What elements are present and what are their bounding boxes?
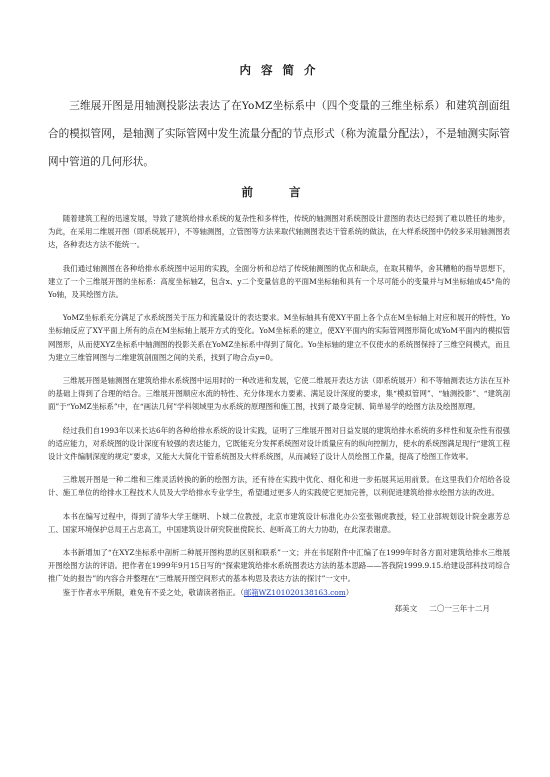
signature-date: 二〇一三年十二月 bbox=[429, 603, 490, 613]
preface-section bbox=[48, 212, 510, 614]
intro-title: 内 容 简 介 bbox=[239, 63, 319, 77]
preface-paragraph-1: 随着建筑工程的迅速发展，导致了建筑给排水系统的复杂性和多样性，传统的轴测图对系统图设计意图的表达已经到了难以胜任的地步，为此，在采用二维展开图（即系统展开），不等轴测图，立管图等方法来取代轴测图表达干管系统的做法，在大样系统图中仍较多采用轴测图表达，各种表达方法不能统一。 bbox=[48, 214, 510, 250]
preface-paragraph-6: 三维展开图是一种二维和三维灵活转换的新的绘图方法，还有待在实践中优化、细化和进一步拓展其运用前景。在这里我们介绍给各设计、施工单位的给排水工程技术人员及大学给排水专业学生，希望通过更多人的实践使它更加完善，以利促进建筑给排水绘图方法的改进。 bbox=[48, 475, 510, 498]
preface-paragraph-2: 我们通过轴测图在各种给排水系统图中运用的实践，全面分析和总结了传统轴测图的优点和缺点，在取其精华，舍其糟粕的指导思想下，建立了一个三维展开图的坐标系：高度坐标轴Z，包含x、y二个变量信息的平面M坐标轴和具有一个尽可能小的变量并与M坐标轴成45°角的Yo轴，及其绘图方法。 bbox=[48, 263, 510, 300]
preface-paragraph-5: 经过我们自1993年以来长达6年的各种给排水系统的设计实践，证明了三维展开图对日益发展的建筑给排水系统的多样性和复杂性有很强的适应能力，对系统图的设计深度有较强的表达能力，它既能充分发挥系统图对设计质量应有的纵向控制力，使水的系统图满足现行“建筑工程设计文件编制深度的规定”要求，又能大大简化干管系统图及大样系统图，从而减轻了设计人员绘图工作量，提高了绘图工作效率。 bbox=[48, 425, 511, 462]
preface-paragraph-4: 三维展开图是轴测图在建筑给排水系统图中运用时的一种改进和发展，它使二维展开表达方法（即系统展开）和不等轴测表达方法在互补的基础上得到了合理的结合。三维展开图顺应水流的特性、充分体现水力要素、满足设计深度的要求，集“模拟管网”、“轴测投影”、“建筑剖面”于“YoMZ坐标系”中，在“画法几何”学科领域里为水系统的原理图和施工图，找到了最身定制、简单易学的绘图方法及绘图原理。 bbox=[48, 376, 510, 412]
intro-paragraph: 三维展开图是用轴测投影法表达了在YoMZ坐标系中（四个变量的三维坐标系）和建筑剖面组合的模拟管网，是轴测了实际管网中发生流量分配的节点形式（称为流量分配法），不是轴测实际管网中管道的几何形状。 bbox=[48, 100, 510, 168]
preface-paragraph-8: 本书新增加了“在XYZ坐标系中剖析二种展开图构思的区别和联系”一文；并在书尾附件中汇编了在1999年时各方面对建筑给排水三维展开图绘图方法的评语。把作者在1999年9月15日写的“探索建筑给排水系统图表达方法的基本思路——答我院1999.9.15.给建设部科技司综合推广处的报告”的内容合并整理在“三维展开图空间形式的基本构思及表达方法的探讨”一文中。 bbox=[48, 548, 510, 584]
closing-paragraph bbox=[48, 586, 510, 599]
signature bbox=[48, 603, 510, 614]
preface-paragraph-7: 本书在编写过程中，得到了清华大学王继明、卜城二位教授，北京市建筑设计标准化办公室张锡虎教授，轻工业部规划设计院金惠芳总工、国家环境保护总局王占忠高工，中国建筑设计研究院崔傥院长、赵昕高工的大力协助，在此深表谢意。 bbox=[48, 511, 510, 534]
author-name: 郑美文 bbox=[394, 603, 418, 613]
intro-section bbox=[48, 92, 510, 176]
email-link[interactable]: 邮箱WZ101020138163.com bbox=[243, 587, 346, 597]
preface-title: 前 言 bbox=[241, 185, 317, 199]
closing-text: 鉴于作者水平所限，难免有不妥之处，敬请读者指正。（ bbox=[62, 587, 244, 597]
preface-paragraph-3: YoMZ坐标系充分满足了水系统图关于压力和流量设计的表达要求。M坐标轴具有使XY平面上各个点在M坐标轴上对应和展开的特性，Yo坐标轴反应了XY平面上所有的点在M坐标轴上展开方式的变化。YoM坐标系的建立，使XY平面内的实际管网图形简化成YoM平面内的模拟管网图形，从而使XYZ坐标系中轴测图的投影关系在YoMZ坐标系中得到了简化。Yo坐标轴的建立不仅使水的系统图保持了三维空间模式，而且为建立三维管网图与二维建筑剖面图之间的关系，找到了吻合点y=0。 bbox=[48, 313, 510, 362]
closing-end: ） bbox=[345, 587, 354, 597]
